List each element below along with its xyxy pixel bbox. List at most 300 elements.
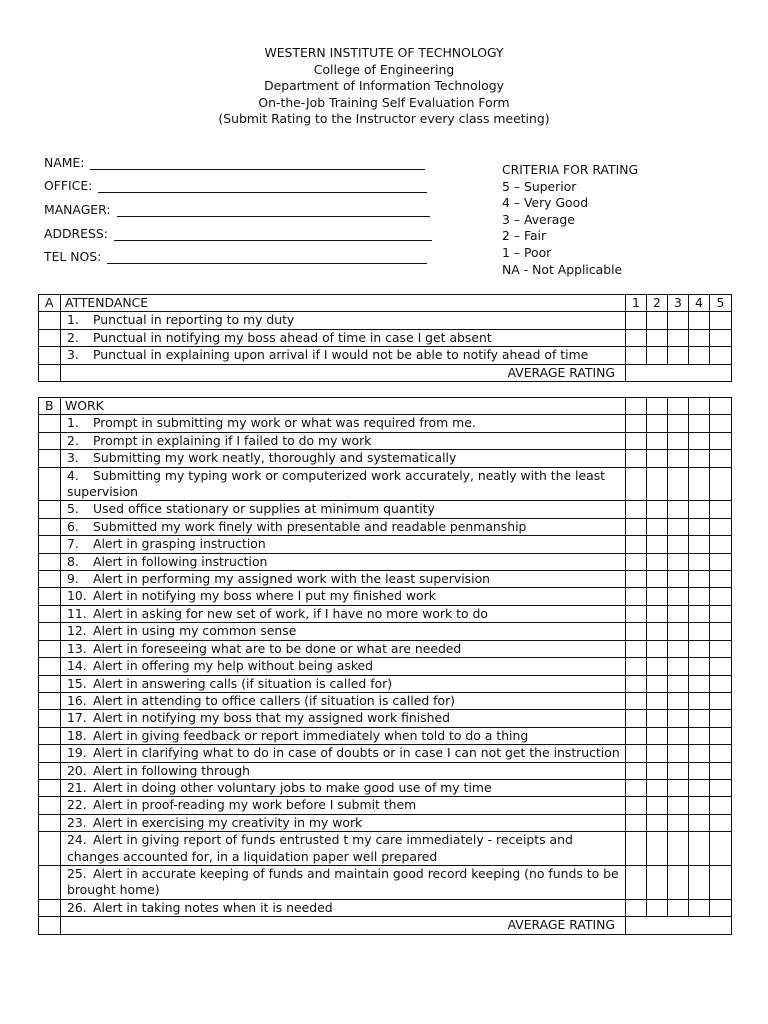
criterion-item [65, 588, 621, 604]
rating-cell[interactable] [668, 432, 689, 449]
rating-cell[interactable] [710, 797, 732, 814]
rating-cell[interactable] [647, 588, 668, 605]
rating-cell[interactable] [668, 329, 689, 346]
rating-cell[interactable] [668, 865, 689, 899]
row-letter-cell [39, 347, 61, 364]
rating-cell[interactable] [647, 553, 668, 570]
rating-cell[interactable] [668, 692, 689, 709]
rating-cell[interactable] [668, 571, 689, 588]
rating-cell[interactable] [626, 312, 647, 329]
criterion-item [65, 415, 621, 431]
criterion-label: Alert in proof-reading my work before I submit them [93, 797, 417, 813]
rating-cell[interactable] [668, 797, 689, 814]
rating-cell[interactable] [689, 899, 710, 916]
criterion-item [65, 623, 621, 639]
table-row [39, 692, 732, 709]
rating-cell[interactable] [710, 727, 732, 744]
table-row [39, 415, 732, 432]
rating-cell[interactable] [668, 467, 689, 501]
table-row [39, 727, 732, 744]
rating-cell[interactable] [689, 692, 710, 709]
rating-cell[interactable] [710, 467, 732, 501]
rating-cell[interactable] [710, 658, 732, 675]
criterion-number: 6. [67, 518, 79, 534]
criterion-text [61, 450, 626, 467]
average-rating-label: AVERAGE RATING [61, 917, 626, 934]
criterion-label: Alert in giving feedback or report immediately when told to do a thing [93, 727, 529, 743]
criterion-number: 24. [67, 832, 87, 848]
criterion-label: Alert in clarifying what to do in case of doubts or in case I can not get the instruction [93, 745, 620, 761]
rating-cell[interactable] [710, 605, 732, 622]
average-rating-label: AVERAGE RATING [61, 364, 626, 381]
rating-cell[interactable] [647, 623, 668, 640]
criterion-item [65, 900, 621, 916]
rating-cell[interactable] [668, 899, 689, 916]
average-row [39, 364, 732, 381]
rating-cell[interactable] [710, 675, 732, 692]
criterion-item [65, 728, 621, 744]
criterion-number: 1. [67, 312, 79, 328]
rating-cell[interactable] [647, 467, 668, 501]
rating-cell[interactable] [710, 692, 732, 709]
rating-cell[interactable] [689, 605, 710, 622]
rating-cell[interactable] [668, 623, 689, 640]
rating-cell[interactable] [668, 710, 689, 727]
rating-cell[interactable] [689, 312, 710, 329]
rating-cell[interactable] [626, 640, 647, 657]
rating-cell[interactable] [626, 588, 647, 605]
rating-cell[interactable] [647, 501, 668, 518]
rating-cell[interactable] [689, 347, 710, 364]
office-label: OFFICE: [44, 178, 93, 194]
rating-cell[interactable] [647, 312, 668, 329]
rating-cell[interactable] [647, 727, 668, 744]
rating-cell[interactable] [710, 710, 732, 727]
section-header-row [39, 295, 732, 312]
rating-cell[interactable] [668, 312, 689, 329]
rating-cell[interactable] [710, 865, 732, 899]
rating-cell[interactable] [689, 571, 710, 588]
office-line[interactable] [98, 180, 427, 193]
rating-cell[interactable] [668, 658, 689, 675]
manager-line[interactable] [117, 204, 430, 217]
rating-cell[interactable] [710, 553, 732, 570]
criterion-text [61, 432, 626, 449]
rating-cell[interactable] [689, 832, 710, 866]
address-line[interactable] [114, 228, 432, 241]
rating-cell[interactable] [668, 415, 689, 432]
rating-cell[interactable] [689, 329, 710, 346]
table-row [39, 432, 732, 449]
rating-cell[interactable] [689, 727, 710, 744]
table-row [39, 347, 732, 364]
rating-cell[interactable] [647, 814, 668, 831]
rating-cell[interactable] [689, 623, 710, 640]
rating-cell[interactable] [647, 536, 668, 553]
rating-cell[interactable] [710, 415, 732, 432]
rating-cell[interactable] [689, 745, 710, 762]
rating-cell[interactable] [626, 432, 647, 449]
rating-cell[interactable] [668, 518, 689, 535]
row-letter-cell [39, 899, 61, 916]
table-row [39, 588, 732, 605]
criterion-number: 22. [67, 797, 87, 813]
criterion-label: Used office stationary or supplies at minimum quantity [93, 501, 435, 517]
rating-cell[interactable] [689, 640, 710, 657]
rating-cell[interactable] [647, 658, 668, 675]
rating-cell[interactable] [626, 832, 647, 866]
rating-cell[interactable] [626, 797, 647, 814]
criterion-text [61, 415, 626, 432]
rating-cell[interactable] [647, 745, 668, 762]
criterion-label: Alert in following through [93, 762, 250, 778]
criterion-label: Alert in notifying my boss where I put my finished work [93, 588, 436, 604]
rating-cell[interactable] [668, 553, 689, 570]
row-letter-cell [39, 779, 61, 796]
criterion-number: 10. [67, 588, 87, 604]
tel-field[interactable] [44, 241, 432, 265]
criteria-item: NA - Not Applicable [502, 261, 623, 277]
rating-cell[interactable] [626, 518, 647, 535]
rating-cell[interactable] [710, 432, 732, 449]
rating-cell[interactable] [647, 692, 668, 709]
rating-cell[interactable] [626, 658, 647, 675]
table-row [39, 675, 732, 692]
rating-cell[interactable] [668, 536, 689, 553]
rating-cell[interactable] [668, 398, 689, 415]
section-letter: B [39, 398, 61, 415]
criterion-text [61, 518, 626, 535]
rating-cell[interactable] [689, 501, 710, 518]
rating-cell[interactable] [626, 415, 647, 432]
rating-cell[interactable] [626, 865, 647, 899]
criterion-label: Alert in foreseeing what are to be done or what are needed [93, 640, 462, 656]
row-letter-cell [39, 710, 61, 727]
rating-cell[interactable] [689, 432, 710, 449]
rating-cell[interactable] [689, 814, 710, 831]
row-letter-cell [39, 553, 61, 570]
rating-cell[interactable] [668, 588, 689, 605]
tel-label: TEL NOS: [44, 249, 102, 265]
criterion-text [61, 605, 626, 622]
criterion-item [65, 468, 621, 501]
row-letter-cell [39, 571, 61, 588]
criterion-item [65, 866, 621, 899]
rating-cell[interactable] [626, 710, 647, 727]
rating-cell[interactable] [710, 312, 732, 329]
criterion-number: 13. [67, 640, 87, 656]
criterion-text [61, 329, 626, 346]
rating-column-header: 1 [626, 295, 647, 312]
rating-cell[interactable] [710, 347, 732, 364]
rating-cell[interactable] [710, 762, 732, 779]
rating-cell[interactable] [668, 727, 689, 744]
rating-cell[interactable] [710, 814, 732, 831]
rating-cell[interactable] [626, 899, 647, 916]
rating-cell[interactable] [689, 797, 710, 814]
criterion-text [61, 640, 626, 657]
form-title: On-the-Job Training Self Evaluation Form [258, 94, 510, 110]
rating-cell[interactable] [647, 415, 668, 432]
rating-cell[interactable] [668, 640, 689, 657]
criterion-item [65, 501, 621, 517]
rating-column-header: 5 [710, 295, 732, 312]
name-line[interactable] [90, 157, 425, 170]
rating-cell[interactable] [710, 588, 732, 605]
criterion-label: Alert in grasping instruction [93, 536, 266, 552]
criterion-number: 5. [67, 501, 79, 517]
criteria-item: 5 – Superior [502, 178, 577, 194]
rating-cell[interactable] [689, 536, 710, 553]
criterion-number: 23. [67, 814, 87, 830]
criterion-text [61, 501, 626, 518]
rating-cell[interactable] [626, 814, 647, 831]
rating-cell[interactable] [647, 640, 668, 657]
rating-cell[interactable] [626, 727, 647, 744]
criterion-item [65, 450, 621, 466]
criterion-item [65, 519, 621, 535]
rating-cell[interactable] [689, 553, 710, 570]
criterion-item [65, 347, 621, 363]
rating-cell[interactable] [710, 501, 732, 518]
criterion-item [65, 658, 621, 674]
rating-cell[interactable] [689, 518, 710, 535]
criterion-number: 19. [67, 745, 87, 761]
criterion-text [61, 658, 626, 675]
rating-cell[interactable] [689, 467, 710, 501]
rating-cell[interactable] [647, 779, 668, 796]
rating-cell[interactable] [689, 450, 710, 467]
criterion-number: 20. [67, 762, 87, 778]
rating-cell[interactable] [689, 762, 710, 779]
rating-column-header: 4 [689, 295, 710, 312]
rating-cell[interactable] [668, 832, 689, 866]
criterion-text [61, 467, 626, 501]
rating-cell[interactable] [710, 745, 732, 762]
criterion-text [61, 553, 626, 570]
criterion-number: 18. [67, 727, 87, 743]
criterion-text [61, 797, 626, 814]
criterion-number: 2. [67, 329, 79, 345]
table-row [39, 899, 732, 916]
rating-cell[interactable] [626, 779, 647, 796]
row-letter-cell [39, 745, 61, 762]
rating-cell[interactable] [710, 779, 732, 796]
criterion-label: Alert in using my common sense [93, 623, 297, 639]
criterion-text [61, 865, 626, 899]
rating-cell[interactable] [626, 675, 647, 692]
criterion-number: 9. [67, 571, 79, 587]
rating-cell[interactable] [626, 745, 647, 762]
section-header-row [39, 398, 732, 415]
rating-cell[interactable] [626, 762, 647, 779]
criteria-item: 3 – Average [502, 211, 575, 227]
row-letter-cell [39, 450, 61, 467]
rating-cell[interactable] [647, 899, 668, 916]
rating-cell[interactable] [626, 571, 647, 588]
address-field[interactable] [44, 217, 432, 241]
rating-cell[interactable] [626, 501, 647, 518]
average-rating-value[interactable] [626, 364, 732, 381]
row-letter-cell [39, 917, 61, 934]
section-letter: A [39, 295, 61, 312]
rating-cell[interactable] [668, 605, 689, 622]
rating-cell[interactable] [668, 745, 689, 762]
table-row [39, 797, 732, 814]
rating-cell[interactable] [710, 536, 732, 553]
rating-cell[interactable] [647, 865, 668, 899]
rating-cell[interactable] [668, 450, 689, 467]
average-row [39, 917, 732, 934]
criterion-number: 7. [67, 536, 79, 552]
rating-cell[interactable] [626, 347, 647, 364]
rating-cell[interactable] [647, 832, 668, 866]
address-label: ADDRESS: [44, 225, 108, 241]
rating-cell[interactable] [668, 347, 689, 364]
rating-cell[interactable] [647, 797, 668, 814]
criterion-item [65, 832, 621, 865]
rating-cell[interactable] [710, 640, 732, 657]
rating-cell[interactable] [647, 710, 668, 727]
rating-cell[interactable] [689, 779, 710, 796]
rating-cell[interactable] [647, 518, 668, 535]
rating-cell[interactable] [689, 658, 710, 675]
name-field[interactable] [44, 146, 432, 170]
criterion-item [65, 330, 621, 346]
criterion-text [61, 899, 626, 916]
criterion-text [61, 588, 626, 605]
criterion-item [65, 433, 621, 449]
rating-cell[interactable] [626, 398, 647, 415]
row-letter-cell [39, 797, 61, 814]
table-row [39, 329, 732, 346]
row-letter-cell [39, 501, 61, 518]
rating-cell[interactable] [626, 450, 647, 467]
criterion-label: Alert in exercising my creativity in my work [93, 814, 363, 830]
manager-field[interactable] [44, 193, 432, 217]
criterion-item [65, 571, 621, 587]
row-letter-cell [39, 329, 61, 346]
rating-cell[interactable] [710, 518, 732, 535]
rating-column-header: 2 [647, 295, 668, 312]
rating-cell[interactable] [647, 450, 668, 467]
rating-cell[interactable] [647, 675, 668, 692]
criterion-text [61, 347, 626, 364]
criterion-label: Alert in taking notes when it is needed [93, 899, 333, 915]
rating-cell[interactable] [668, 814, 689, 831]
criterion-number: 12. [67, 623, 87, 639]
criterion-label: Punctual in reporting to my duty [93, 312, 295, 328]
rating-cell[interactable] [647, 605, 668, 622]
row-letter-cell [39, 727, 61, 744]
criterion-number: 25. [67, 865, 87, 881]
criterion-number: 3. [67, 347, 79, 363]
tel-line[interactable] [107, 251, 427, 264]
rating-cell[interactable] [626, 536, 647, 553]
row-letter-cell [39, 640, 61, 657]
criteria-title: CRITERIA FOR RATING [502, 162, 639, 177]
rating-cell[interactable] [626, 623, 647, 640]
criterion-number: 17. [67, 710, 87, 726]
rating-cell[interactable] [647, 762, 668, 779]
table-row [39, 865, 732, 899]
table-row [39, 518, 732, 535]
criterion-text [61, 710, 626, 727]
rating-cell[interactable] [626, 605, 647, 622]
rating-cell[interactable] [689, 398, 710, 415]
rating-cell[interactable] [710, 450, 732, 467]
criterion-label: Prompt in submitting my work or what was required from me. [93, 415, 476, 431]
rating-cell[interactable] [647, 347, 668, 364]
rating-cell[interactable] [668, 501, 689, 518]
rating-cell[interactable] [710, 329, 732, 346]
rating-cell[interactable] [668, 762, 689, 779]
rating-column-header: 3 [668, 295, 689, 312]
rating-cell[interactable] [626, 329, 647, 346]
rating-cell[interactable] [689, 865, 710, 899]
rating-cell[interactable] [626, 692, 647, 709]
criterion-item [65, 641, 621, 657]
rating-cell[interactable] [689, 710, 710, 727]
criterion-label: Alert in offering my help without being asked [93, 658, 374, 674]
row-letter-cell [39, 658, 61, 675]
rating-cell[interactable] [647, 571, 668, 588]
row-letter-cell [39, 312, 61, 329]
rating-cell[interactable] [689, 415, 710, 432]
rating-cell[interactable] [710, 899, 732, 916]
rating-cell[interactable] [710, 398, 732, 415]
rating-cell[interactable] [668, 675, 689, 692]
rating-cell[interactable] [647, 432, 668, 449]
rating-cell[interactable] [689, 588, 710, 605]
rating-cell[interactable] [647, 398, 668, 415]
rating-cell[interactable] [710, 571, 732, 588]
criterion-label: Alert in notifying my boss that my assigned work finished [93, 710, 450, 726]
criterion-text [61, 623, 626, 640]
rating-criteria [502, 162, 638, 278]
criterion-number: 26. [67, 899, 87, 915]
criterion-text [61, 762, 626, 779]
criteria-item: 4 – Very Good [502, 195, 589, 211]
row-letter-cell [39, 675, 61, 692]
office-field[interactable] [44, 170, 432, 194]
section-title: ATTENDANCE [61, 295, 626, 312]
rating-cell[interactable] [689, 675, 710, 692]
criterion-label: Submitting my typing work or computerized work accurately, neatly with the least supervision [67, 467, 606, 500]
criterion-text [61, 832, 626, 866]
info-fields [44, 146, 432, 264]
criterion-item [65, 780, 621, 796]
rating-cell[interactable] [668, 779, 689, 796]
criterion-label: Alert in doing other voluntary jobs to make good use of my time [93, 779, 492, 795]
criterion-label: Submitted my work finely with presentable and readable penmanship [93, 518, 527, 534]
criterion-label: Alert in performing my assigned work with the least supervision [93, 571, 491, 587]
institute-name: WESTERN INSTITUTE OF TECHNOLOGY [264, 45, 504, 60]
rating-cell[interactable] [710, 832, 732, 866]
average-rating-value[interactable] [626, 917, 732, 934]
rating-cell[interactable] [626, 553, 647, 570]
rating-cell[interactable] [626, 467, 647, 501]
criterion-label: Prompt in explaining if I failed to do my work [93, 432, 372, 448]
rating-cell[interactable] [710, 623, 732, 640]
criterion-item [65, 815, 621, 831]
criterion-text [61, 312, 626, 329]
criterion-item [65, 797, 621, 813]
rating-cell[interactable] [647, 329, 668, 346]
table-row [39, 623, 732, 640]
criterion-number: 4. [67, 467, 79, 483]
criterion-text [61, 536, 626, 553]
